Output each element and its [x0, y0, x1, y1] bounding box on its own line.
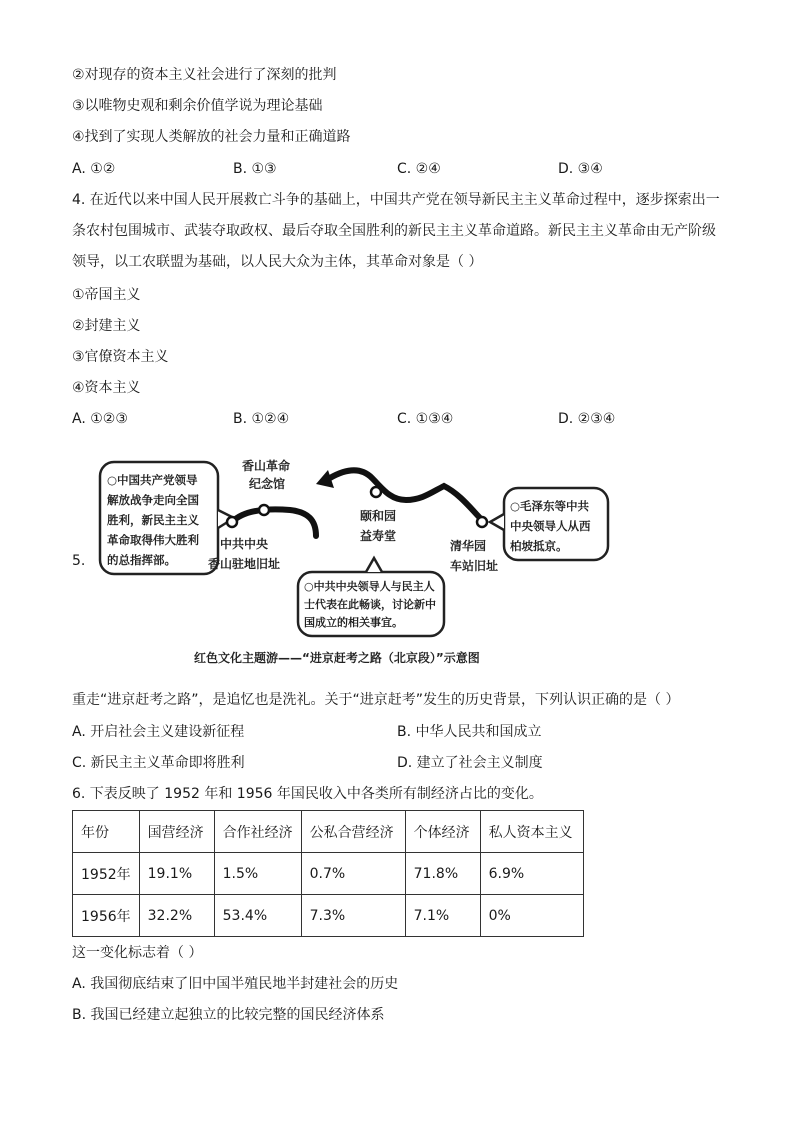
- route-segment-left: [232, 509, 316, 536]
- xiangshan-memorial-label-2: 纪念馆: [249, 477, 286, 491]
- right-box-line2: 中央领导人从西: [510, 519, 591, 533]
- left-box-line1: ○中国共产党领导: [107, 473, 198, 487]
- qinghua-marker: [477, 517, 487, 527]
- q4-option-b[interactable]: B. ①②④: [233, 411, 290, 427]
- q4-item-4: ④资本主义: [72, 380, 141, 396]
- q3-option-b[interactable]: B. ①③: [233, 161, 277, 177]
- q4-item-2: ②封建主义: [72, 318, 141, 334]
- table-header-row: [73, 811, 584, 853]
- q5-question: 重走“进京赶考之路”，是追忆也是洗礼。关于“进京赶考”发生的历史背景，下列认识正确的是（ ）: [72, 692, 680, 708]
- route-diagram: [72, 448, 612, 674]
- table-cell: 32.2%: [139, 895, 214, 937]
- q6-question: 这一变化标志着（ ）: [72, 945, 203, 961]
- q4-stem-line1: 4. 在近代以来中国人民开展救亡斗争的基础上，中国共产党在领导新民主主义革命过程中，逐步探索出一: [72, 192, 720, 208]
- q5-option-d[interactable]: D. 建立了社会主义制度: [397, 755, 543, 771]
- q6-option-a[interactable]: A. 我国彻底结束了旧中国半殖民地半封建社会的历史: [72, 976, 399, 992]
- table-cell: 1956年: [73, 895, 140, 937]
- route-segment-right: [330, 470, 482, 520]
- middle-box-line1: ○中共中央领导人与民主人: [304, 580, 435, 593]
- table-header-cell: 国营经济: [139, 811, 214, 853]
- right-box-line1: ○毛泽东等中共: [510, 499, 590, 513]
- left-box-line4: 革命取得伟大胜利: [107, 533, 199, 547]
- q4-option-d[interactable]: D. ②③④: [558, 411, 616, 427]
- q5-option-a[interactable]: A. 开启社会主义建设新征程: [72, 724, 245, 740]
- right-callout-pointer: [490, 514, 504, 530]
- table-cell: 1952年: [73, 853, 140, 895]
- q3-item-2: ②对现存的资本主义社会进行了深刻的批判: [72, 67, 337, 83]
- q3-item-3: ③以唯物史观和剩余价值学说为理论基础: [72, 98, 323, 114]
- q3-option-a[interactable]: A. ①②: [72, 161, 116, 177]
- table-header-cell: 个体经济: [405, 811, 480, 853]
- q6-option-b[interactable]: B. 我国已经建立起独立的比较完整的国民经济体系: [72, 1007, 385, 1023]
- q4-option-a[interactable]: A. ①②③: [72, 411, 128, 427]
- right-box-line3: 柏坡抵京。: [510, 539, 568, 553]
- table-cell: 7.3%: [301, 895, 405, 937]
- table-cell: 19.1%: [139, 853, 214, 895]
- left-box-line2: 解放战争走向全国: [107, 493, 199, 507]
- table-row: [73, 853, 584, 895]
- xiangshan-memorial-marker: [259, 505, 269, 515]
- table-cell: 0.7%: [301, 853, 405, 895]
- middle-box-line3: 国成立的相关事宜。: [304, 616, 403, 629]
- table-header-cell: 合作社经济: [214, 811, 301, 853]
- qinghua-label-1: 清华园: [450, 539, 487, 553]
- q3-option-c[interactable]: C. ②④: [397, 161, 441, 177]
- table-header-cell: 公私合营经济: [301, 811, 405, 853]
- q3-option-d[interactable]: D. ③④: [558, 161, 603, 177]
- yiheyuan-label-2: 益寿堂: [360, 529, 397, 543]
- q4-stem-line2: 条农村包围城市、武装夺取政权、最后夺取全国胜利的新民主主义革命道路。新民主主义革命由无产阶级: [72, 223, 716, 239]
- left-box-line5: 的总指挥部。: [107, 553, 176, 567]
- table-cell: 6.9%: [480, 853, 583, 895]
- left-box-line3: 胜利，新民主主义: [107, 513, 199, 527]
- middle-box-line2: 士代表在此畅谈，讨论新中: [304, 598, 436, 611]
- yiheyuan-label-1: 颐和园: [360, 509, 397, 523]
- diagram-caption: 红色文化主题游——“进京赶考之路（北京段）”示意图: [194, 651, 480, 665]
- xiangshan-site-label-1: 中共中央: [220, 537, 269, 551]
- table-row: [73, 895, 584, 937]
- route-diagram-svg: [94, 448, 614, 674]
- ownership-table: [72, 810, 584, 937]
- table-cell: 0%: [480, 895, 583, 937]
- q5-number: 5.: [72, 553, 86, 569]
- q4-item-1: ①帝国主义: [72, 287, 141, 303]
- xiangshan-site-label-2: 香山驻地旧址: [208, 557, 281, 571]
- q6-intro: 6. 下表反映了 1952 年和 1956 年国民收入中各类所有制经济占比的变化。: [72, 786, 543, 802]
- xiangshan-memorial-label-1: 香山革命: [242, 459, 291, 473]
- table-header-cell: 私人资本主义: [480, 811, 583, 853]
- qinghua-label-2: 车站旧址: [450, 559, 499, 573]
- q4-stem-line3: 领导，以工农联盟为基础，以人民大众为主体，其革命对象是（ ）: [72, 254, 483, 270]
- q4-item-3: ③官僚资本主义: [72, 349, 169, 365]
- yiheyuan-marker: [371, 487, 381, 497]
- table-cell: 7.1%: [405, 895, 480, 937]
- q5-option-c[interactable]: C. 新民主主义革命即将胜利: [72, 755, 245, 771]
- table-header-cell: 年份: [73, 811, 140, 853]
- xiangshan-site-marker: [227, 517, 237, 527]
- q5-option-b[interactable]: B. 中华人民共和国成立: [397, 724, 542, 740]
- middle-callout-pointer: [366, 558, 382, 572]
- q4-option-c[interactable]: C. ①③④: [397, 411, 454, 427]
- table-cell: 71.8%: [405, 853, 480, 895]
- q3-item-4: ④找到了实现人类解放的社会力量和正确道路: [72, 129, 351, 145]
- table-cell: 1.5%: [214, 853, 301, 895]
- table-cell: 53.4%: [214, 895, 301, 937]
